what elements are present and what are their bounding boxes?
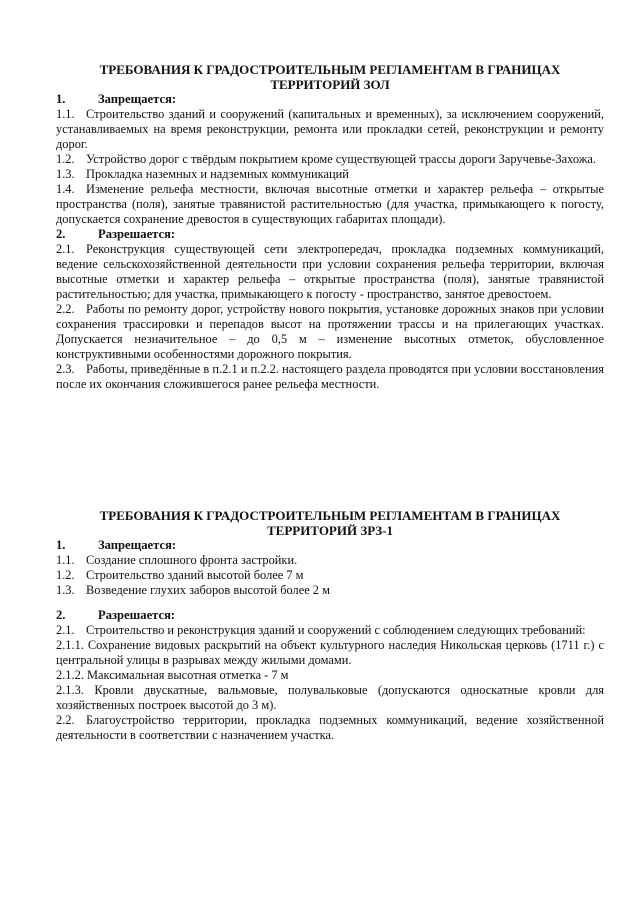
clause-text: Устройство дорог с твёрдым покрытием кроме существующей трассы дороги Заручевье-Захожа. [86, 152, 596, 166]
clause-2-1-1 [56, 638, 604, 668]
heading-number: 1. [56, 538, 66, 552]
clause-number: 1.2. [56, 152, 75, 166]
clause-2-2 [56, 302, 604, 362]
heading-prohibited [56, 92, 604, 107]
clause-text: Работы, приведённые в п.2.1 и п.2.2. настоящего раздела проводятся при условии восстановления после их окончания сложившегося ранее рельефа местности. [56, 362, 604, 391]
clause-number: 1.1. [56, 107, 75, 121]
clause-1-1 [56, 553, 604, 568]
clause-text: Работы по ремонту дорог, устройству нового покрытия, установке дорожных знаков при условии сохранения трассировки и перепадов высот на протяжении трассы и на прилегающих участках. Допускается незначительное – до 0,5 м – изменение высотных отметок, обусловленное конструктивными особенностями дорожного покрытия. [56, 302, 604, 361]
clause-number: 1.2. [56, 568, 75, 582]
clause-1-2 [56, 152, 604, 167]
clause-number: 2.2. [56, 302, 75, 316]
clause-2-3 [56, 362, 604, 392]
clause-number: 2.3. [56, 362, 75, 376]
clause-number: 2.1. [56, 623, 75, 637]
clause-1-3 [56, 167, 604, 182]
clause-2-1 [56, 242, 604, 302]
clause-text: Сохранение видовых раскрытий на объект культурного наследия Никольская церковь (1711 г.) с центральной улицы в разрывах между жилыми домами. [56, 638, 604, 667]
spacer [56, 598, 604, 608]
clause-1-2 [56, 568, 604, 583]
clause-text: Изменение рельефа местности, включая высотные отметки и характер рельефа – открытые пространства (поля), занятые травянистой растительностью (для участка, примыкающего к погосту, допускается сохранение древостоя в существующих габаритах площади). [56, 182, 604, 226]
clause-text: Кровли двускатные, вальмовые, полувальковые (допускаются односкатные кровли для хозяйственных построек высотой до 3 м). [56, 683, 604, 712]
clause-text: Создание сплошного фронта застройки. [86, 553, 298, 567]
heading-prohibited [56, 538, 604, 553]
clause-1-1 [56, 107, 604, 152]
clause-text: Прокладка наземных и надземных коммуникаций [86, 167, 349, 181]
clause-number: 2.1.3. [56, 683, 84, 697]
clause-number: 2.2. [56, 713, 75, 727]
clause-number: 1.4. [56, 182, 75, 196]
heading-number: 2. [56, 227, 66, 241]
heading-allowed [56, 608, 604, 623]
clause-text: Строительство и реконструкция зданий и сооружений с соблюдением следующих требований: [86, 623, 586, 637]
clause-2-2 [56, 713, 604, 743]
section-title: ТРЕБОВАНИЯ К ГРАДОСТРОИТЕЛЬНЫМ РЕГЛАМЕНТАМ В ГРАНИЦАХ ТЕРРИТОРИЙ ЗРЗ-1 [99, 508, 561, 538]
heading-label: Запрещается: [98, 538, 177, 552]
heading-label: Запрещается: [98, 92, 177, 106]
clause-1-4 [56, 182, 604, 227]
clause-text: Благоустройство территории, прокладка подземных коммуникаций, ведение хозяйственной деятельности в соответствии с назначением участка. [56, 713, 604, 742]
clause-1-3 [56, 583, 604, 598]
heading-label: Разрешается: [98, 227, 176, 241]
clause-number: 1.3. [56, 167, 75, 181]
heading-number: 1. [56, 92, 66, 106]
heading-allowed [56, 227, 604, 242]
clause-text: Возведение глухих заборов высотой более 2 м [86, 583, 330, 597]
clause-number: 1.1. [56, 553, 75, 567]
clause-2-1-2 [56, 668, 604, 683]
clause-text: Реконструкция существующей сети электропередач, прокладка подземных коммуникаций, ведение сельскохозяйственной деятельности при условии сохранения рельефа территории, включая высотные отметки и характер рельефа – открытые пространства (поля), занятые травянистой растительностью; для участка, примыкающего к погосту - пространство, занятое древостоем. [56, 242, 604, 301]
section-zrz-1 [56, 508, 604, 743]
clause-number: 1.3. [56, 583, 75, 597]
clause-2-1 [56, 623, 604, 638]
clause-number: 2.1.2. [56, 668, 84, 682]
heading-label: Разрешается: [98, 608, 176, 622]
section-zol [56, 62, 604, 392]
clause-text: Строительство зданий высотой более 7 м [86, 568, 304, 582]
clause-2-1-3 [56, 683, 604, 713]
clause-text: Максимальная высотная отметка - 7 м [87, 668, 289, 682]
clause-number: 2.1. [56, 242, 75, 256]
clause-number: 2.1.1. [56, 638, 84, 652]
heading-number: 2. [56, 608, 66, 622]
clause-text: Строительство зданий и сооружений (капитальных и временных), за исключением сооружений, устанавливаемых на время реконструкции, ремонта или прокладки сетей, реконструкции и ремонту дорог. [56, 107, 604, 151]
section-title: ТРЕБОВАНИЯ К ГРАДОСТРОИТЕЛЬНЫМ РЕГЛАМЕНТАМ В ГРАНИЦАХ ТЕРРИТОРИЙ ЗОЛ [99, 62, 561, 92]
